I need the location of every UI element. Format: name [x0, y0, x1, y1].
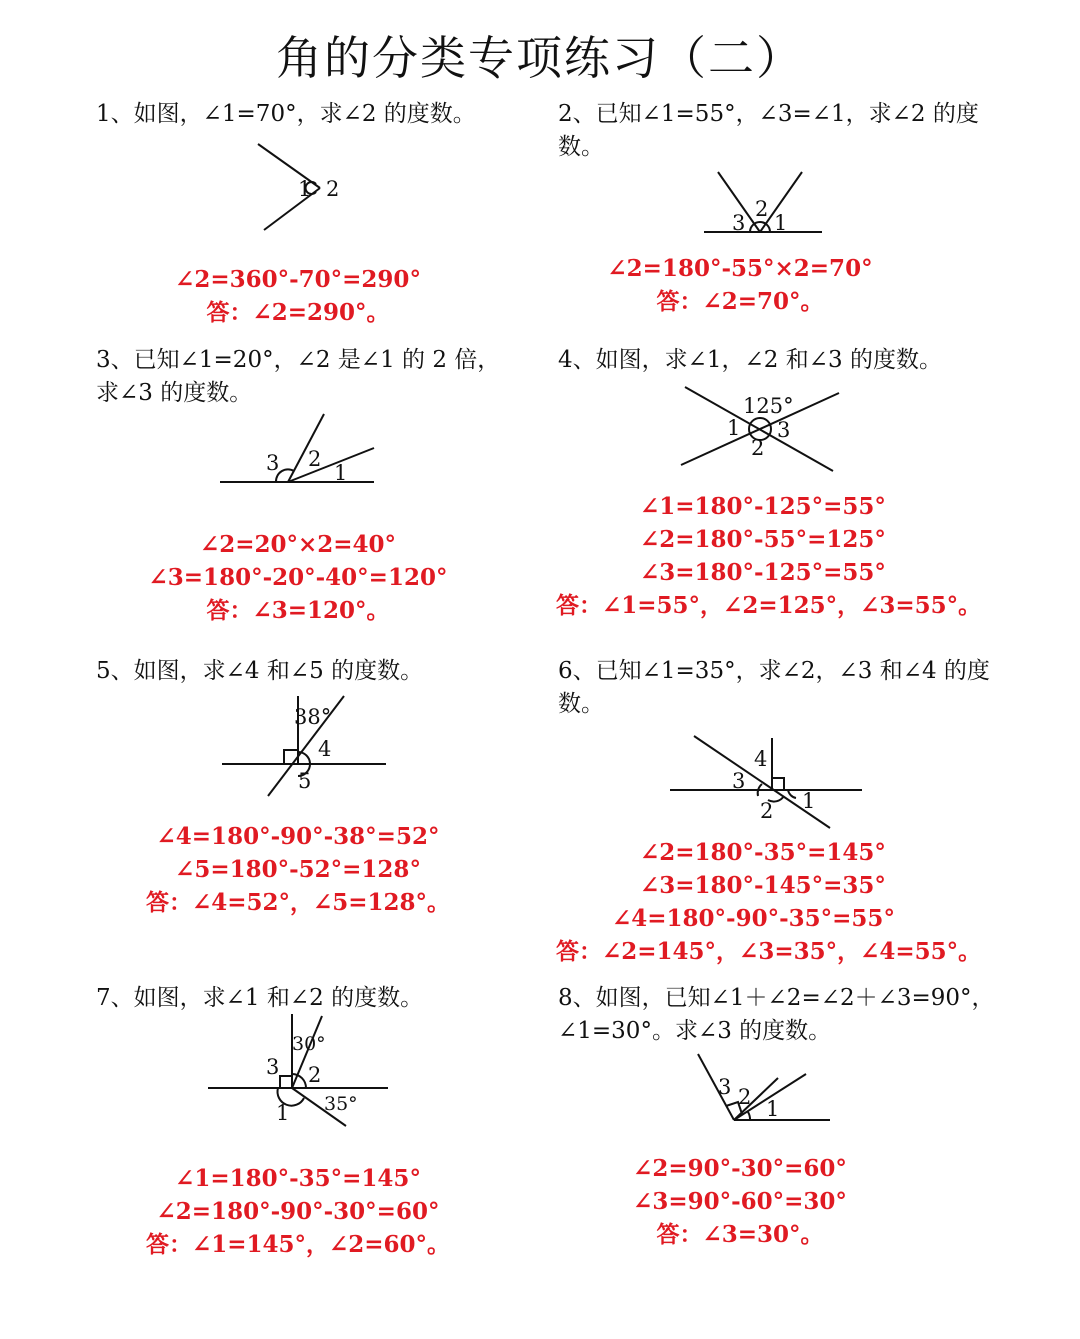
problem-2-answer-line: ∠2=180°-55°×2=70°	[607, 255, 873, 282]
problem-1-label-2: 2	[326, 177, 340, 201]
problem-8-label-3: 3	[718, 1075, 732, 1099]
problem-3-question: 3、已知∠1=20°，∠2 是∠1 的 2 倍，求∠3 的度数。	[96, 347, 501, 406]
problem-1-question: 1、如图，∠1=70°，求∠2 的度数。	[96, 101, 476, 127]
problem-5-answer-line: 答：∠4=52°，∠5=128°。	[145, 889, 451, 916]
problem-2-answer-line: 答：∠2=70°。	[656, 288, 824, 315]
problem-7-label-3: 3	[266, 1055, 280, 1079]
problem-7-label-35: 35°	[324, 1093, 358, 1115]
problem-8-figure	[694, 1048, 834, 1128]
problem-4-answers	[556, 490, 986, 622]
problem-6-answer-line: ∠2=180°-35°=145°	[640, 839, 886, 866]
problem-4-answer-line: ∠3=180°-125°=55°	[640, 559, 886, 586]
problem-3-answers	[0, 528, 596, 627]
problem-8-question: 8、如图，已知∠1＋∠2=∠2＋∠3=90°，∠1=30°。求∠3 的度数。	[558, 985, 995, 1044]
problem-3-label-3: 3	[266, 451, 280, 475]
problem-2-answers	[480, 252, 1000, 318]
problem-1-figure	[250, 138, 370, 238]
problem-6-label-4: 4	[754, 747, 768, 771]
problem-6-label-1: 1	[802, 789, 816, 813]
problem-5-answer-line: ∠4=180°-90°-38°=52°	[156, 823, 440, 850]
problem-4-figure	[675, 383, 845, 473]
problem-2-figure	[698, 168, 828, 238]
problem-4-label-2: 2	[751, 436, 765, 460]
problem-7-label-2: 2	[308, 1063, 322, 1087]
problem-7-label-1: 1	[276, 1101, 290, 1125]
problem-2-label-1: 1	[774, 211, 788, 235]
problem-8-answer-line: ∠3=90°-60°=30°	[633, 1188, 847, 1215]
problem-1-answer-line: 答：∠2=290°。	[206, 299, 390, 326]
problem-8-answer-line: 答：∠3=30°。	[656, 1221, 824, 1248]
problem-6-answer-line: 答：∠2=145°，∠3=35°，∠4=55°。	[556, 938, 982, 965]
problem-1-label-1: 1	[298, 177, 312, 201]
problem-5-label-5: 5	[298, 769, 312, 793]
problem-5-label-4: 4	[318, 737, 332, 761]
problem-7-question: 7、如图，求∠1 和∠2 的度数。	[96, 985, 424, 1011]
problem-5-question: 5、如图，求∠4 和∠5 的度数。	[96, 658, 424, 684]
problem-4-label-1: 1	[727, 416, 741, 440]
problem-3-figure	[218, 410, 378, 486]
problem-4-answer-line: ∠1=180°-125°=55°	[640, 493, 886, 520]
problem-2-question: 2、已知∠1=55°，∠3=∠1，求∠2 的度数。	[558, 101, 979, 160]
problem-8-answer-line: ∠2=90°-30°=60°	[633, 1155, 847, 1182]
problem-6-answers	[556, 836, 986, 968]
problem-2-label-2: 2	[755, 197, 769, 221]
problem-5-answer-line: ∠5=180°-52°=128°	[175, 856, 421, 883]
problem-6-figure	[668, 732, 868, 832]
problem-3-answer-line: 答：∠3=120°。	[206, 597, 390, 624]
problem-1-answer-line: ∠2=360°-70°=290°	[175, 266, 421, 293]
problem-4-answer-line: 答：∠1=55°，∠2=125°，∠3=55°。	[556, 592, 982, 619]
problem-7-label-30: 30°	[292, 1033, 326, 1055]
problem-5-answers	[0, 820, 596, 919]
problem-8-answers	[480, 1152, 1000, 1251]
problem-6-answer-line: ∠4=180°-90°-35°=55°	[612, 905, 895, 932]
problem-5-figure	[220, 690, 390, 800]
problem-7-answer-line: ∠2=180°-90°-30°=60°	[156, 1198, 440, 1225]
problem-3-answer-line: ∠3=180°-20°-40°=120°	[148, 564, 448, 591]
problem-6-answer-line: ∠3=180°-145°=35°	[640, 872, 886, 899]
problem-4-answer-line: ∠2=180°-55°=125°	[640, 526, 886, 553]
problem-3-label-1: 1	[334, 461, 348, 485]
problem-4-label-3: 3	[777, 418, 791, 442]
problem-2-label-3: 3	[732, 211, 746, 235]
problem-7-figure	[206, 1010, 396, 1130]
problem-4-question: 4、如图，求∠1，∠2 和∠3 的度数。	[558, 347, 942, 373]
problem-8-label-2: 2	[738, 1085, 752, 1109]
problem-4-label-125: 125°	[743, 394, 794, 418]
problem-3-label-2: 2	[308, 447, 322, 471]
problem-8-label-1: 1	[766, 1097, 780, 1121]
page-title: 角的分类专项练习（二）	[276, 31, 804, 85]
problem-6-label-2: 2	[760, 799, 774, 823]
problem-7-answer-line: ∠1=180°-35°=145°	[175, 1165, 421, 1192]
problem-7-answer-line: 答：∠1=145°，∠2=60°。	[145, 1231, 451, 1258]
problem-5-label-38: 38°	[294, 705, 332, 729]
problem-3-answer-line: ∠2=20°×2=40°	[199, 531, 397, 558]
problem-6-label-3: 3	[732, 769, 746, 793]
problem-6-question: 6、已知∠1=35°，求∠2，∠3 和∠4 的度数。	[558, 658, 990, 717]
